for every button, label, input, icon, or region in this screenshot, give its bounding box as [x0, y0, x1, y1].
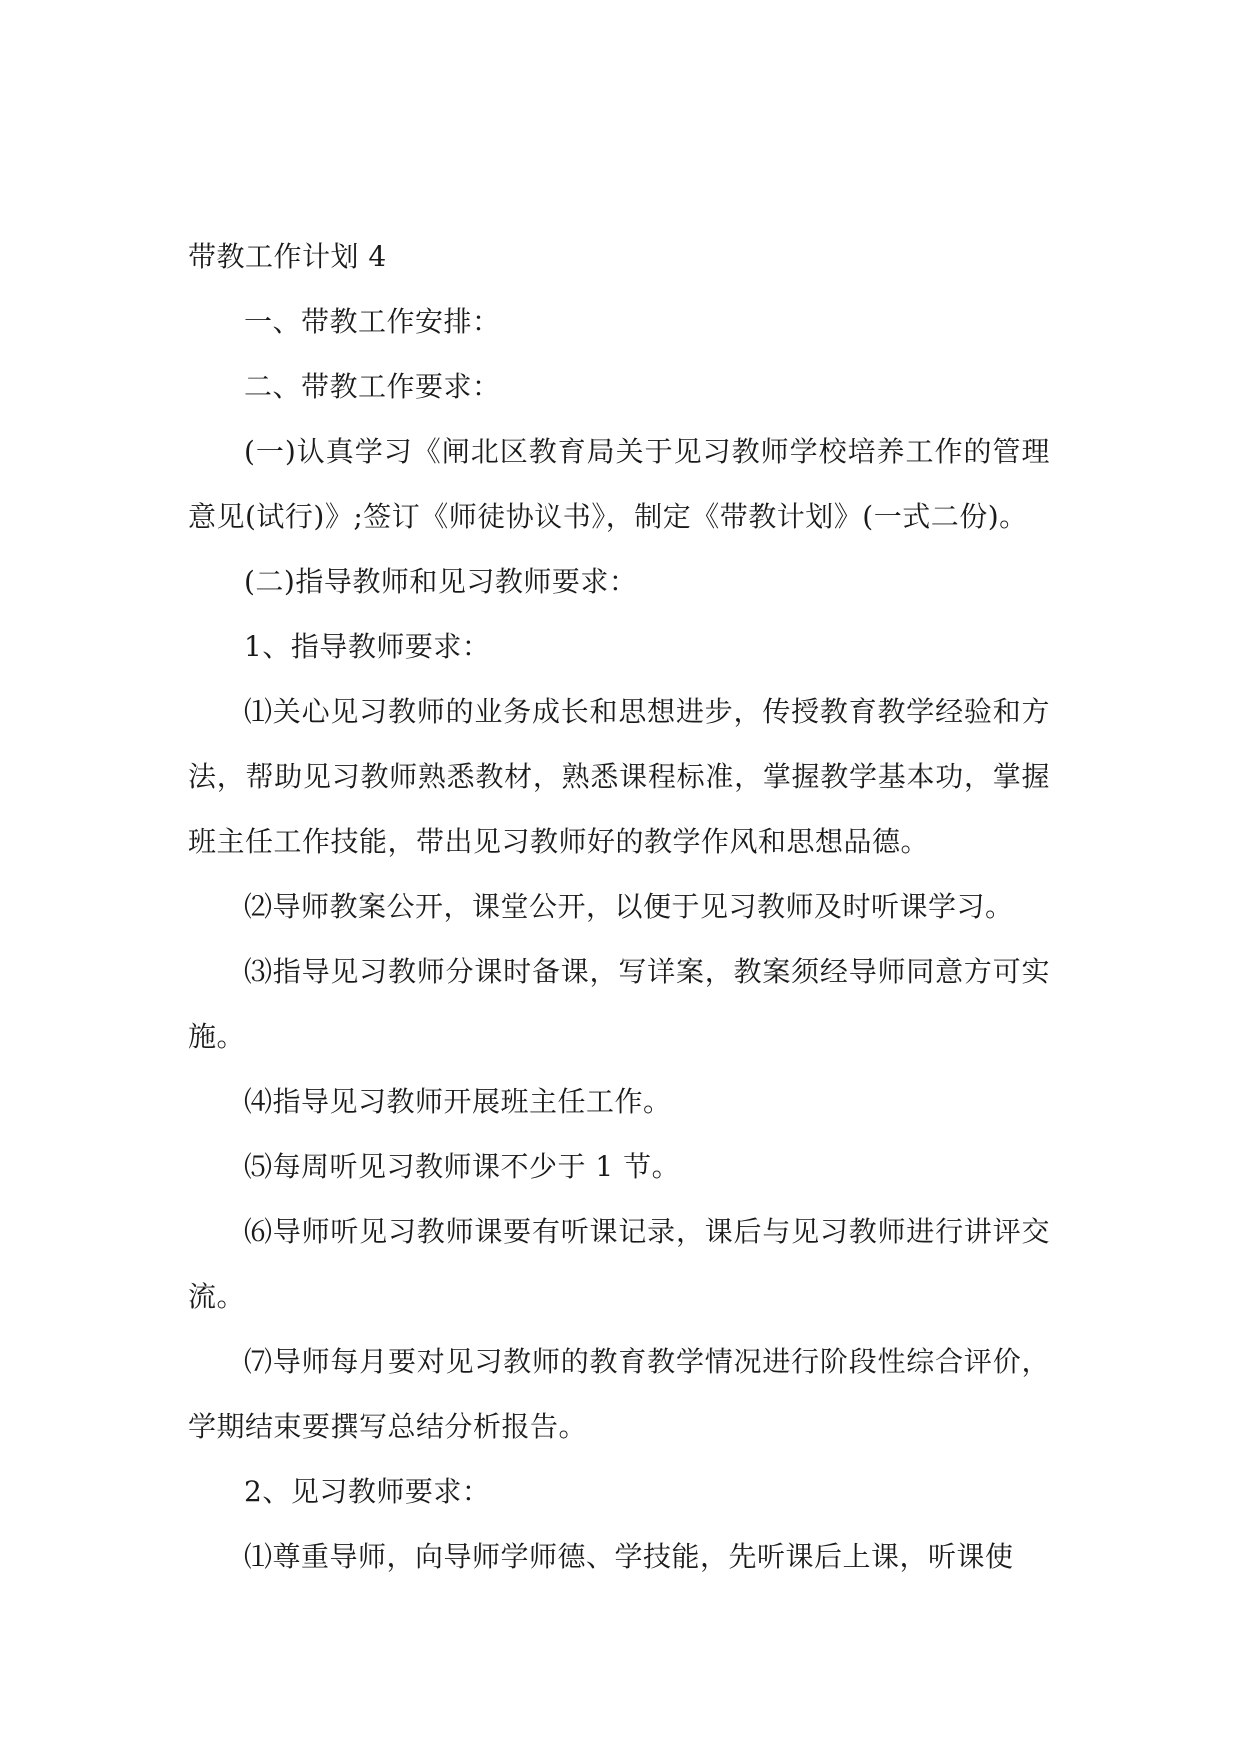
paragraph: ⑺导师每月要对见习教师的教育教学情况进行阶段性综合评价，学期结束要撰写总结分析报告。	[188, 1345, 1050, 1443]
paragraph: ⑹导师听见习教师课要有听课记录，课后与见习教师进行讲评交流。	[188, 1215, 1050, 1313]
paragraph: 2、见习教师要求：	[244, 1475, 491, 1508]
document-title: 带教工作计划 4	[188, 240, 387, 273]
paragraph: 一、带教工作安排：	[244, 305, 501, 338]
paragraph: ⑴关心见习教师的业务成长和思想进步，传授教育教学经验和方法，帮助见习教师熟悉教材，熟悉课程标准，掌握教学基本功，掌握班主任工作技能，带出见习教师好的教学作风和思想品德。	[188, 695, 1050, 858]
paragraph: ⑴尊重导师，向导师学师德、学技能，先听课后上课，听课使	[244, 1540, 1014, 1573]
paragraph: 二、带教工作要求：	[244, 370, 501, 403]
paragraph: ⑸每周听见习教师课不少于 1 节。	[244, 1150, 681, 1183]
paragraph: ⑷指导见习教师开展班主任工作。	[244, 1085, 672, 1118]
document-body	[188, 224, 1050, 1589]
paragraph: ⑶指导见习教师分课时备课，写详案，教案须经导师同意方可实施。	[188, 955, 1050, 1053]
paragraph: (一)认真学习《闸北区教育局关于见习教师学校培养工作的管理意见(试行)》;签订《师徒协议书》，制定《带教计划》(一式二份)。	[188, 435, 1050, 533]
paragraph: ⑵导师教案公开，课堂公开，以便于见习教师及时听课学习。	[244, 890, 1014, 923]
paragraph: 1、指导教师要求：	[244, 630, 491, 663]
paragraph: (二)指导教师和见习教师要求：	[244, 565, 638, 598]
